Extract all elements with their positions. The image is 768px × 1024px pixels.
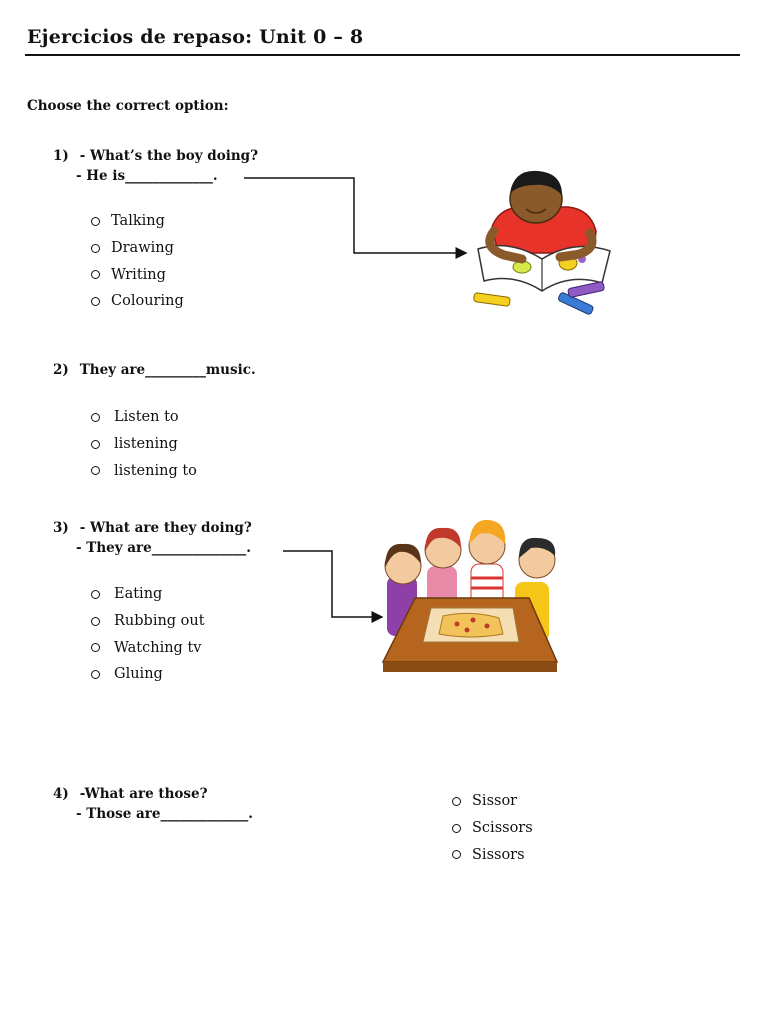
option-label: Talking	[111, 213, 165, 229]
question-4-line-2: - Those are_____________.	[76, 806, 253, 822]
question-3-number: 3)	[53, 520, 69, 536]
instruction-text: Choose the correct option:	[27, 98, 229, 114]
option-label: Eating	[114, 586, 163, 602]
option-label: Watching tv	[114, 639, 202, 656]
option-label: Colouring	[111, 293, 184, 310]
question-3-arrow	[283, 551, 382, 617]
question-2-number: 2)	[53, 362, 69, 378]
question-1-number: 1)	[53, 148, 69, 164]
option-label: Gluing	[114, 666, 163, 683]
question-4-number: 4)	[53, 786, 69, 802]
question-1-text: - What’s the boy doing?	[79, 148, 259, 164]
question-3-line-2: - They are______________.	[76, 540, 251, 556]
option-label: Listen to	[114, 409, 179, 425]
question-1-line-2: - He is_____________.	[76, 168, 218, 184]
page-title: Ejercicios de repaso: Unit 0 – 8	[27, 26, 364, 48]
question-4-text: -What are those?	[79, 786, 208, 802]
question-1-arrow	[244, 178, 466, 253]
option-label: listening	[114, 435, 178, 452]
option-label: Sissors	[472, 846, 525, 863]
option-label: Scissors	[472, 819, 533, 836]
option-label: Sissor	[472, 793, 518, 809]
boy-colouring-illustration	[470, 165, 620, 320]
question-2-text: They are_________music.	[79, 362, 256, 378]
kids-eating-pizza-illustration	[381, 516, 561, 676]
option-label: Drawing	[111, 239, 174, 256]
question-3-text: - What are they doing?	[79, 520, 252, 536]
option-label: Writing	[111, 266, 166, 283]
option-label: Rubbing out	[114, 612, 205, 629]
option-label: listening to	[114, 462, 197, 479]
